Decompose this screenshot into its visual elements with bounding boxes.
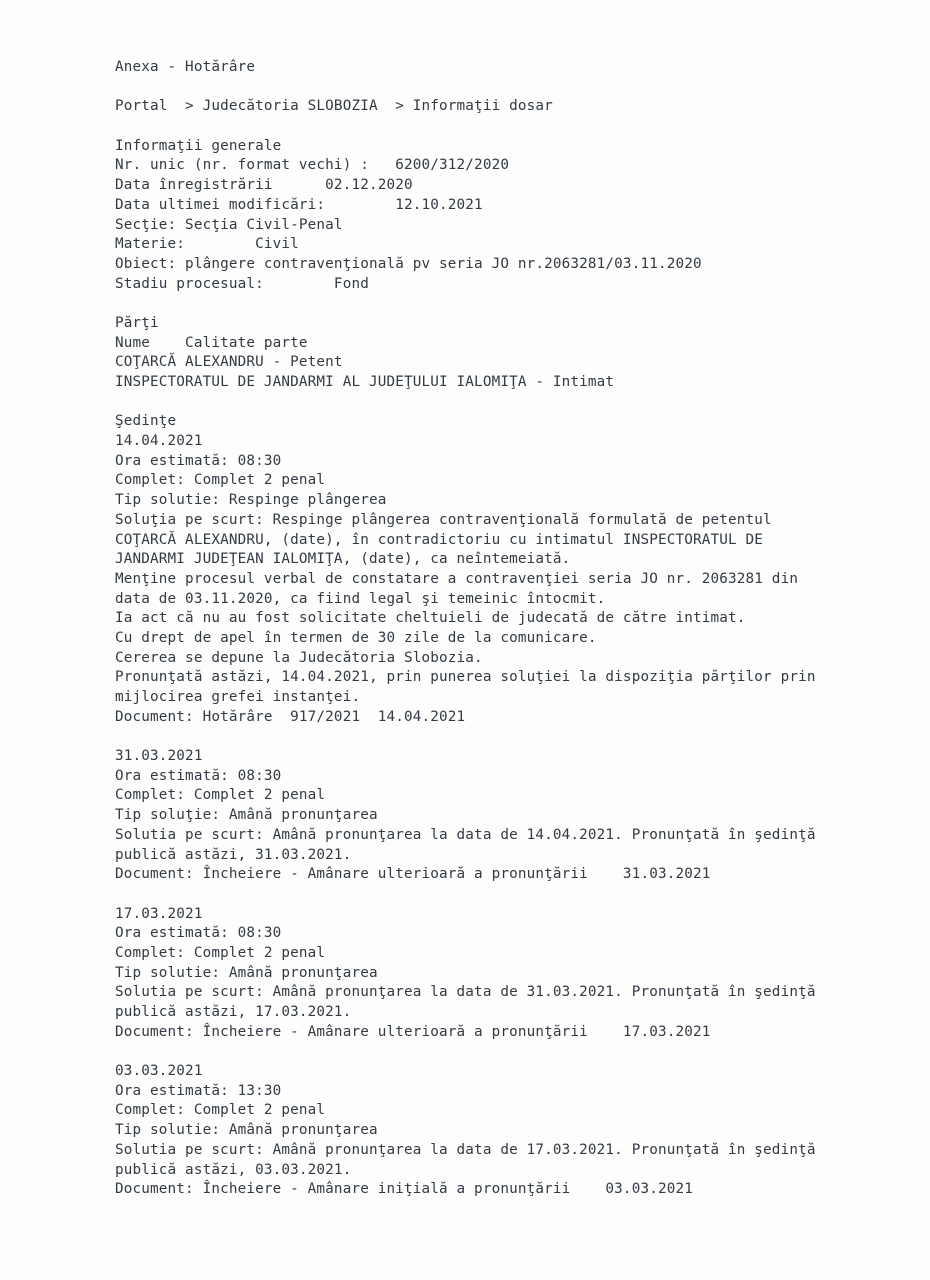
panel: Complet: Complet 2 penal — [115, 787, 326, 804]
registration-date-line: Data înregistrării 02.12.2020 — [115, 177, 413, 194]
party-petitioner: COŢARCĂ ALEXANDRU - Petent — [115, 354, 343, 371]
hearing-detail-line: Cu drept de apel în termen de 30 zile de la comunicare. — [115, 629, 597, 646]
matter-line: Materie: Civil — [115, 236, 299, 253]
hearings-heading: Şedinţe — [115, 413, 177, 430]
hearing-detail-line: Soluţia pe scurt: Respinge plângerea contravenţională formulată de petentul — [115, 511, 772, 528]
hearing-date: 14.04.2021 — [115, 433, 203, 450]
hearing-document-line: Document: Hotărâre 917/2021 14.04.2021 — [115, 708, 466, 725]
breadcrumb: Portal > Judecătoria SLOBOZIA > Informaţii dosar — [115, 98, 553, 115]
hearing-document-line: Document: Încheiere - Amânare ulterioară a pronunţării 31.03.2021 — [115, 866, 711, 883]
hearings-section — [115, 412, 875, 1200]
parties-heading: Părţi — [115, 314, 159, 331]
solution-type: Tip solutie: Amână pronunţarea — [115, 1122, 378, 1139]
hearing-date: 03.03.2021 — [115, 1063, 203, 1080]
hearing-date: 31.03.2021 — [115, 748, 203, 765]
solution-type: Tip soluţie: Amână pronunţarea — [115, 807, 378, 824]
hearing-document-line: Document: Încheiere - Amânare iniţială a pronunţării 03.03.2021 — [115, 1181, 693, 1198]
hearing-list — [115, 432, 875, 1200]
general-info-section — [115, 137, 875, 295]
panel: Complet: Complet 2 penal — [115, 472, 326, 489]
estimated-time: Ora estimată: 08:30 — [115, 925, 282, 942]
hearing-detail-line: Ia act că nu au fost solicitate cheltuieli de judecată de către intimat. — [115, 610, 746, 627]
object-line: Obiect: plângere contravenţională pv seria JO nr.2063281/03.11.2020 — [115, 255, 702, 272]
panel: Complet: Complet 2 penal — [115, 944, 326, 961]
case-document — [115, 58, 875, 1200]
procedural-stage-line: Stadiu procesual: Fond — [115, 275, 369, 292]
annex-title: Anexa - Hotărâre — [115, 59, 256, 75]
hearing-date: 17.03.2021 — [115, 905, 203, 922]
hearing-detail-line: mijlocirea grefei instanţei. — [115, 689, 361, 705]
general-info-heading: Informaţii generale — [115, 137, 282, 154]
solution-type: Tip solutie: Respinge plângerea — [115, 492, 387, 509]
case-number-line: Nr. unic (nr. format vechi) : 6200/312/2020 — [115, 157, 510, 174]
hearing-document-line: Document: Încheiere - Amânare ulterioară a pronunţării 17.03.2021 — [115, 1023, 711, 1040]
last-modified-line: Data ultimei modificări: 12.10.2021 — [115, 196, 483, 213]
hearing-detail-line: Cererea se depune la Judecătoria Slobozia. — [115, 649, 483, 666]
parties-column-header: Nume Calitate parte — [115, 334, 308, 351]
hearing-session — [115, 905, 875, 1043]
hearing-detail-line: Menţine procesul verbal de constatare a contravenţiei seria JO nr. 2063281 din — [115, 570, 799, 587]
hearing-detail-line: Pronunţată astăzi, 14.04.2021, prin punerea soluţiei la dispoziţia părţilor prin — [115, 669, 816, 686]
section-line: Secţie: Secţia Civil-Penal — [115, 216, 343, 233]
hearing-detail-line: Solutia pe scurt: Amână pronunţarea la data de 14.04.2021. Pronunţată în şedinţă — [115, 826, 816, 843]
hearing-detail-line: publică astăzi, 03.03.2021. — [115, 1161, 352, 1178]
hearing-session — [115, 747, 875, 885]
parties-section — [115, 314, 875, 393]
hearing-detail-line: publică astăzi, 17.03.2021. — [115, 1004, 352, 1020]
hearing-detail-line: publică astăzi, 31.03.2021. — [115, 846, 352, 863]
solution-type: Tip solutie: Amână pronunţarea — [115, 964, 378, 981]
hearing-detail-line: Solutia pe scurt: Amână pronunţarea la data de 17.03.2021. Pronunţată în şedinţă — [115, 1141, 816, 1158]
panel: Complet: Complet 2 penal — [115, 1102, 326, 1119]
hearing-detail-line: JANDARMI JUDEŢEAN IALOMIŢA, (date), ca neîntemeiată. — [115, 551, 571, 568]
party-respondent: INSPECTORATUL DE JANDARMI AL JUDEŢULUI IALOMIŢA - Intimat — [115, 374, 615, 390]
estimated-time: Ora estimată: 13:30 — [115, 1082, 282, 1099]
hearing-detail-line: COŢARCĂ ALEXANDRU, (date), în contradictoriu cu intimatul INSPECTORATUL DE — [115, 531, 764, 548]
estimated-time: Ora estimată: 08:30 — [115, 767, 282, 784]
hearing-session — [115, 432, 875, 727]
hearing-session — [115, 1062, 875, 1200]
estimated-time: Ora estimată: 08:30 — [115, 452, 282, 469]
hearing-detail-line: Solutia pe scurt: Amână pronunţarea la data de 31.03.2021. Pronunţată în şedinţă — [115, 984, 816, 1001]
hearing-detail-line: data de 03.11.2020, ca fiind legal şi temeinic întocmit. — [115, 590, 606, 607]
